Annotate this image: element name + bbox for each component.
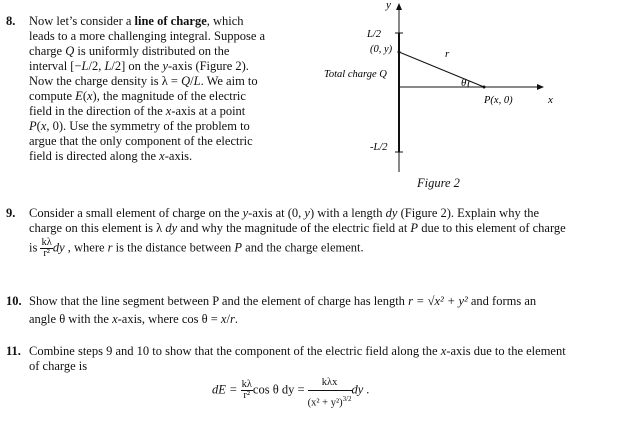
item-10-line-1 xyxy=(29,294,536,309)
item-8-line-8: P(x, 0). Use the symmetry of the problem to xyxy=(29,119,250,133)
eq-fraction-1 xyxy=(241,380,253,401)
item-9-number: 9. xyxy=(6,206,16,220)
eq-f1-num: kλ xyxy=(241,379,252,391)
p-label: P(x, 0) xyxy=(484,95,513,106)
theta-arc xyxy=(468,81,469,87)
eq-f2-exp: 3/2 xyxy=(342,395,352,403)
item-10-number: 10. xyxy=(6,294,22,308)
item-9-line-1: Consider a small element of charge on the y-axis at (0, y) with a length dy (Figure 2). Explain why the xyxy=(29,206,540,220)
y-axis-label: y xyxy=(386,0,391,11)
r-segment xyxy=(399,52,484,87)
item-9-tail: dy , where r is the distance between P and the charge element. xyxy=(52,240,364,255)
total-charge-label: Total charge Q xyxy=(324,69,387,80)
eq-fraction-2 xyxy=(308,378,352,409)
item-9-is: is xyxy=(29,240,38,255)
eq-lhs: dE = xyxy=(212,382,238,397)
item-8-line-4: interval [−L/2, L/2] on the y-axis (Figure 2). xyxy=(29,59,249,73)
item-8-line-1: Now let’s consider a line of charge, which xyxy=(29,14,244,28)
item-8-line-2: leads to a more challenging integral. Suppose a xyxy=(29,29,266,43)
item-10-text xyxy=(29,294,536,327)
item-8-line-5: Now the charge density is λ = Q/L. We aim to xyxy=(29,74,258,88)
item-11-equation xyxy=(212,378,370,409)
item-11-line-2: of charge is xyxy=(29,359,88,373)
item-10-line-2: angle θ with the x-axis, where cos θ = x/r. xyxy=(29,312,238,326)
figure-caption: Figure 2 xyxy=(417,176,460,190)
eq-mid: cos θ dy = xyxy=(252,382,305,397)
item-8-line-7: field in the direction of the x-axis at a point xyxy=(29,104,246,118)
item-10-lead: Show that the line segment between P and the element of charge has length xyxy=(29,294,405,308)
item-8-line-10: field is directed along the x-axis. xyxy=(29,149,193,163)
item-10-lead-tail: and forms an xyxy=(470,294,537,308)
item-10-r-equation: r = √x² + y² xyxy=(408,294,468,308)
eq-f1-den: r² xyxy=(243,390,251,402)
point-label: (0, y) xyxy=(370,44,393,55)
charge-element-point xyxy=(398,51,401,54)
item-8-line-9: argue that the only component of the electric xyxy=(29,134,253,148)
r-label: r xyxy=(445,48,450,60)
y-axis-arrow xyxy=(396,3,402,10)
item-8-line-3: charge Q is uniformly distributed on the xyxy=(29,44,230,58)
item-9-fraction xyxy=(40,238,52,259)
eq-f2-den: (x² + y²) xyxy=(307,397,343,409)
eq-f2-num: kλx xyxy=(308,378,352,391)
x-axis-label: x xyxy=(548,94,553,106)
top-label: L/2 xyxy=(367,29,382,40)
eq-tail: dy . xyxy=(351,382,370,397)
bottom-label: -L/2 xyxy=(370,142,388,153)
item-8-number: 8. xyxy=(6,14,16,28)
item-9-frac-den: r² xyxy=(43,248,50,259)
x-axis-arrow xyxy=(537,84,544,90)
theta-label: θ xyxy=(461,77,467,89)
point-p xyxy=(483,86,486,89)
item-11-line-1: Combine steps 9 and 10 to show that the component of the electric field along the x-axis due to the element xyxy=(29,344,566,358)
item-9-text xyxy=(29,206,566,259)
item-9-line-3 xyxy=(29,238,566,259)
item-8-line-6: compute E(x), the magnitude of the electric xyxy=(29,89,246,103)
figure-2-diagram xyxy=(300,0,617,200)
item-9-line-2: charge on this element is λ dy and why the magnitude of the electric field at P due to this element of charge xyxy=(29,221,566,235)
item-11-text xyxy=(29,344,566,374)
item-11-number: 11. xyxy=(6,344,21,358)
item-8-text xyxy=(29,14,265,164)
item-9-frac-num: kλ xyxy=(41,237,52,248)
